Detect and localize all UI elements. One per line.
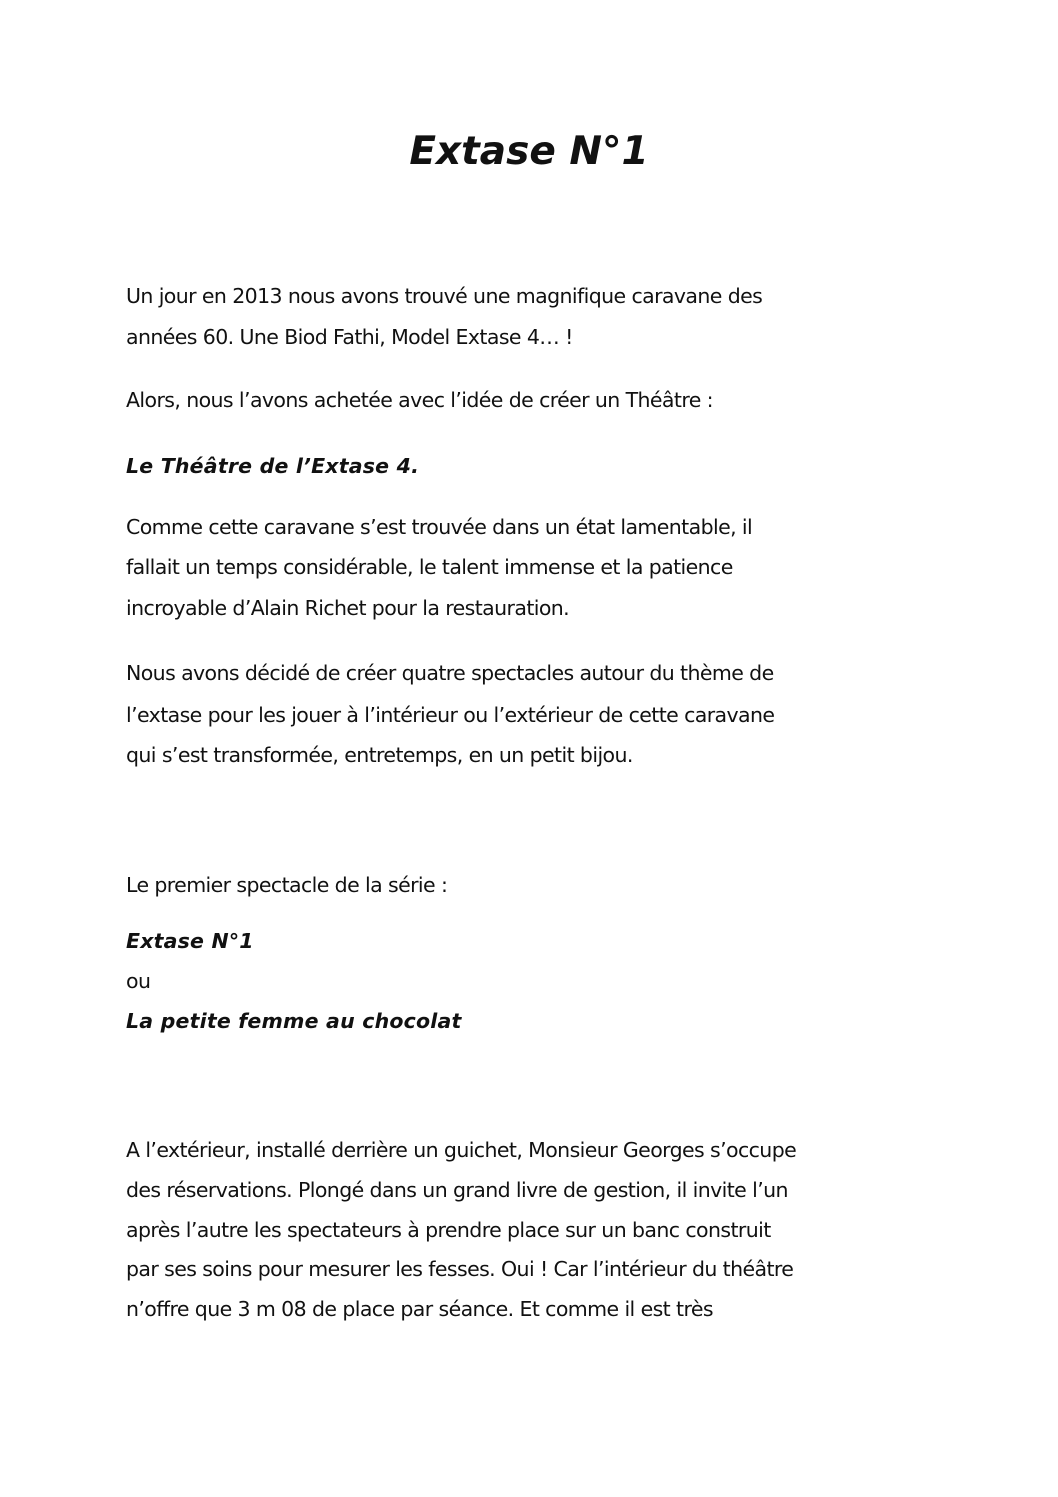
- or-text: ou: [126, 969, 151, 993]
- paragraph-line: qui s’est transformée, entretemps, en un petit bijou.: [126, 743, 633, 767]
- paragraph-line: incroyable d’Alain Richet pour la restauration.: [126, 596, 570, 620]
- paragraph-line: fallait un temps considérable, le talent immense et la patience: [126, 555, 733, 579]
- show-title: Extase N°1: [126, 929, 254, 953]
- paragraph-line: Le premier spectacle de la série :: [126, 873, 448, 897]
- paragraph-line: années 60. Une Biod Fathi, Model Extase 4… !: [126, 325, 573, 349]
- paragraph-line: A l’extérieur, installé derrière un guichet, Monsieur Georges s’occupe: [126, 1138, 797, 1162]
- paragraph-line: Comme cette caravane s’est trouvée dans un état lamentable, il: [126, 515, 753, 539]
- page-title: Extase N°1: [409, 129, 649, 174]
- paragraph-line: après l’autre les spectateurs à prendre place sur un banc construit: [126, 1218, 771, 1242]
- paragraph-line: des réservations. Plongé dans un grand livre de gestion, il invite l’un: [126, 1178, 788, 1202]
- paragraph-line: Un jour en 2013 nous avons trouvé une magnifique caravane des: [126, 284, 763, 308]
- paragraph-line: Nous avons décidé de créer quatre spectacles autour du thème de: [126, 661, 774, 685]
- paragraph-line: Alors, nous l’avons achetée avec l’idée de créer un Théâtre :: [126, 388, 713, 412]
- show-subtitle: La petite femme au chocolat: [126, 1009, 462, 1033]
- paragraph-line: n’offre que 3 m 08 de place par séance. Et comme il est très: [126, 1297, 713, 1321]
- paragraph-line: l’extase pour les jouer à l’intérieur ou l’extérieur de cette caravane: [126, 703, 775, 727]
- paragraph-line: par ses soins pour mesurer les fesses. Oui ! Car l’intérieur du théâtre: [126, 1257, 794, 1281]
- section-heading: Le Théâtre de l’Extase 4.: [126, 454, 420, 478]
